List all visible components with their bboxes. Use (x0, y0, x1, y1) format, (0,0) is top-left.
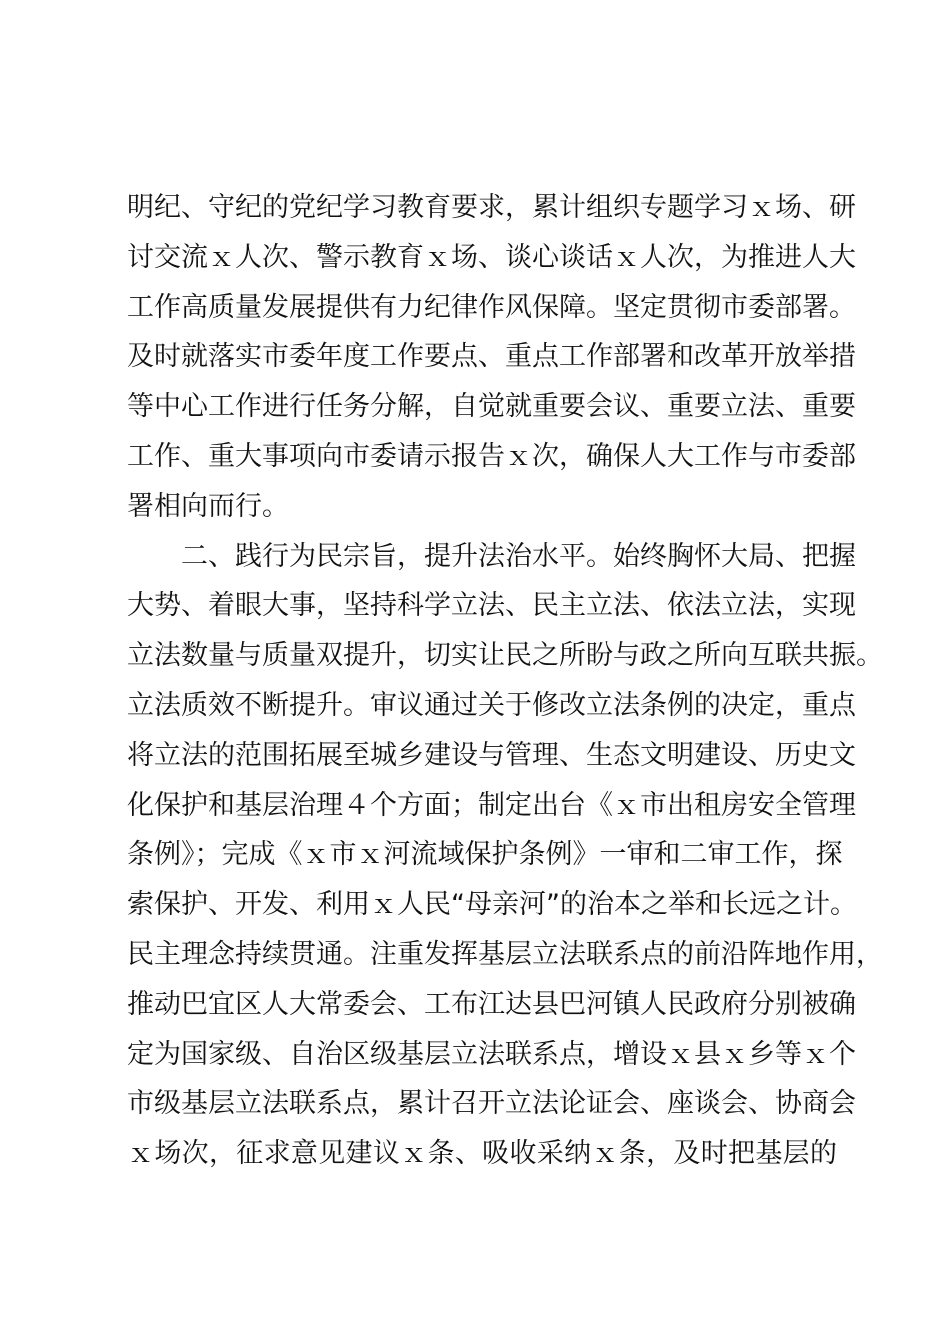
text-line: 立法数量与质量双提升，切实让民之所盼与政之所向互联共振。 (127, 640, 883, 672)
text-line: 将立法的范围拓展至城乡建设与管理、生态文明建设、历史文 (127, 739, 856, 771)
text-line: 条例》；完成《ｘ市ｘ河流域保护条例》一审和二审工作，探 (127, 839, 843, 871)
text-line: 大势、着眼大事，坚持科学立法、民主立法、依法立法，实现 (127, 590, 856, 622)
text-line: 立法质效不断提升。审议通过关于修改立法条例的决定，重点 (127, 689, 856, 721)
text-line: 市级基层立法联系点，累计召开立法论证会、座谈会、协商会 (127, 1088, 856, 1120)
text-line: ｘ场次，征求意见建议ｘ条、吸收采纳ｘ条，及时把基层的 (127, 1138, 837, 1170)
text-line: 定为国家级、自治区级基层立法联系点，增设ｘ县ｘ乡等ｘ个 (127, 1038, 856, 1070)
text-line: 民主理念持续贯通。注重发挥基层立法联系点的前沿阵地作用， (127, 938, 883, 970)
text-line: 明纪、守纪的党纪学习教育要求，累计组织专题学习ｘ场、研 (127, 192, 856, 223)
text-line: 等中心工作进行任务分解，自觉就重要会议、重要立法、重要 (127, 391, 856, 423)
text-line: 工作、重大事项向市委请示报告ｘ次，确保人大工作与市委部 (127, 440, 856, 472)
text-line: 索保护、开发、利用ｘ人民“母亲河”的治本之举和长远之计。 (127, 889, 857, 921)
document-body (127, 183, 883, 1179)
text-line: 化保护和基层治理４个方面；制定出台《ｘ市出租房安全管理 (127, 789, 856, 821)
text-line: 讨交流ｘ人次、警示教育ｘ场、谈心谈话ｘ人次，为推进人大 (127, 241, 856, 273)
section-heading-line: 二、践行为民宗旨，提升法治水平。始终胸怀大局、把握 (181, 540, 856, 572)
text-line: 及时就落实市委年度工作要点、重点工作部署和改革开放举措 (127, 341, 856, 373)
text-line: 推动巴宜区人大常委会、工布江达县巴河镇人民政府分别被确 (127, 988, 856, 1020)
text-line: 署相向而行。 (127, 490, 289, 522)
text-line: 工作高质量发展提供有力纪律作风保障。坚定贯彻市委部署。 (127, 291, 856, 323)
